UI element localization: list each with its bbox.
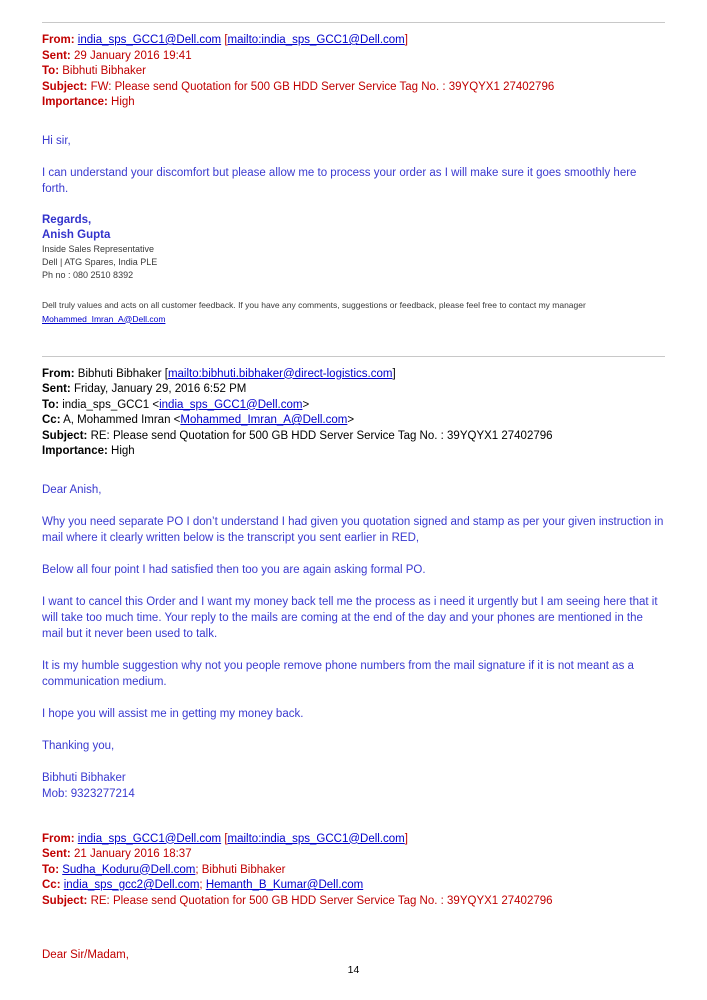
cc-email-link-1[interactable]: india_sps_gcc2@Dell.com <box>63 879 200 891</box>
from-mid-text: [ <box>221 832 228 845</box>
paragraph-2-5: I hope you will assist me in getting my money back. <box>42 707 304 720</box>
from-mailto-link[interactable]: mailto:india_sps_GCC1@Dell.com <box>227 832 405 845</box>
header-sent-value: 21 January 2016 18:37 <box>73 848 192 860</box>
header-importance-value: High <box>111 96 135 108</box>
header-cc-label: Cc: <box>42 879 61 891</box>
header-to <box>42 64 665 80</box>
header-sent <box>42 847 665 863</box>
email-block-2 <box>42 367 665 802</box>
header-sent-label: Sent: <box>42 848 71 860</box>
from-post-text: ] <box>404 34 408 46</box>
spacer <box>42 802 665 832</box>
spacer <box>42 546 665 562</box>
email-block-1 <box>42 33 665 326</box>
header-sent-value: 29 January 2016 19:41 <box>73 49 192 62</box>
page-content <box>42 0 665 963</box>
header-cc-label: Cc: <box>42 414 61 426</box>
cc-email-link[interactable]: Mohammed_Imran_A@Dell.com <box>180 414 348 426</box>
header-sent-label: Sent: <box>42 49 71 62</box>
header-from-label: From: <box>42 832 75 845</box>
header-from <box>42 33 665 49</box>
header-importance <box>42 95 665 111</box>
signature-regards: Regards, <box>42 213 92 226</box>
from-mailto-link[interactable]: mailto:india_sps_GCC1@Dell.com <box>227 34 405 46</box>
paragraph-1: I can understand your discomfort but please allow me to process your order as I will make sure it goes smoothly here forth. <box>42 166 637 195</box>
header-subject-value: RE: Please send Quotation for 500 GB HDD Server Service Tag No. : 39YQYX1 27402796 <box>90 894 553 907</box>
signature-org: Dell | ATG Spares, India PLE <box>42 256 158 267</box>
header-to-label: To: <box>42 65 60 77</box>
from-mailto-link[interactable]: mailto:bibhuti.bibhaker@direct-logistics.com <box>167 367 393 380</box>
paragraph-2-1: Why you need separate PO I don’t understand I had given you quotation signed and stamp as per your given instruction in mail where it clearly written below is the transcript you sent earlier in RED, <box>42 515 664 544</box>
header-to-value: Bibhuti Bibhaker <box>62 65 146 77</box>
spacer <box>42 326 665 356</box>
to-mid-text: ; <box>195 863 202 876</box>
header-importance <box>42 444 665 460</box>
signature-title: Inside Sales Representative <box>42 243 155 254</box>
spacer <box>42 690 665 706</box>
header-importance-value: High <box>111 445 135 457</box>
closing-2: Thanking you, <box>42 739 115 752</box>
cc-email-link-2[interactable]: Hemanth_B_Kumar@Dell.com <box>205 879 364 891</box>
email-block-3 <box>42 832 665 964</box>
header-cc <box>42 413 665 429</box>
sign-mobile-2: Mob: 9323277214 <box>42 787 135 800</box>
header-cc <box>42 878 665 894</box>
header-subject <box>42 894 665 910</box>
header-from-label: From: <box>42 367 75 380</box>
header-importance-label: Importance: <box>42 96 108 108</box>
spacer <box>42 460 665 482</box>
header-sent <box>42 382 665 398</box>
header-to-label: To: <box>42 863 60 876</box>
spacer <box>42 754 665 770</box>
to-email-link[interactable]: Sudha_Koduru@Dell.com <box>62 863 196 876</box>
from-email-link[interactable]: india_sps_GCC1@Dell.com <box>77 34 222 46</box>
signature-name: Anish Gupta <box>42 228 111 241</box>
header-from <box>42 832 665 848</box>
spacer <box>42 642 665 658</box>
to-post-text: > <box>302 398 310 411</box>
spacer <box>42 498 665 514</box>
greeting-3: Dear Sir/Madam, <box>42 949 129 961</box>
header-subject <box>42 80 665 96</box>
header-from <box>42 367 665 383</box>
greeting-2: Dear Anish, <box>42 483 102 496</box>
header-subject <box>42 429 665 445</box>
header-to-label: To: <box>42 398 60 411</box>
header-sent <box>42 49 665 65</box>
header-subject-label: Subject: <box>42 894 88 907</box>
page-number: 14 <box>347 964 360 976</box>
sign-name-2: Bibhuti Bibhaker <box>42 771 126 784</box>
spacer <box>42 149 665 165</box>
disclaimer-body: Dell truly values and acts on all customer feedback. If you have any comments, suggestions or feedback, please feel free to contact my manager <box>42 299 586 310</box>
divider-2 <box>42 356 665 357</box>
greeting-1: Hi sir, <box>42 134 71 147</box>
spacer <box>42 578 665 594</box>
top-divider <box>42 22 665 23</box>
to-email-link[interactable]: india_sps_GCC1@Dell.com <box>159 398 303 411</box>
header-importance-label: Importance: <box>42 445 108 457</box>
header-sent-value: Friday, January 29, 2016 6:52 PM <box>73 383 247 395</box>
spacer <box>42 111 665 133</box>
from-email-link[interactable]: india_sps_GCC1@Dell.com <box>77 832 222 845</box>
header-subject-value: FW: Please send Quotation for 500 GB HDD Server Service Tag No. : 39YQYX1 27402796 <box>90 80 555 93</box>
spacer <box>42 722 665 738</box>
cc-mid-text: ; <box>199 879 206 891</box>
cc-post-text: > <box>347 414 355 426</box>
from-post-text: ] <box>392 367 396 380</box>
header-subject-label: Subject: <box>42 429 88 442</box>
manager-email-link[interactable]: Mohammed_Imran_A@Dell.com <box>42 313 166 324</box>
header-from-name: Bibhuti Bibhaker [ <box>77 367 168 380</box>
disclaimer-text <box>42 298 665 326</box>
spacer <box>42 909 665 931</box>
header-to-name: india_sps_GCC1 < <box>62 398 160 411</box>
header-from-label: From: <box>42 34 75 46</box>
paragraph-2-4: It is my humble suggestion why not you people remove phone numbers from the mail signature if it is not meant as a communication medium. <box>42 659 634 688</box>
header-cc-name: A, Mohammed Imran < <box>63 414 181 426</box>
paragraph-2-3: I want to cancel this Order and I want my money back tell me the process as i need it urgently but I am seeing here that it will take too much time. Your reply to the mails are coming at the end of the day and your phones are mentioned in the mail but it never been used to talk. <box>42 595 658 640</box>
header-to <box>42 863 665 879</box>
to-plain-name: Bibhuti Bibhaker <box>201 863 286 876</box>
header-subject-label: Subject: <box>42 80 88 93</box>
from-mid-text: [ <box>221 34 228 46</box>
header-subject-value: RE: Please send Quotation for 500 GB HDD Server Service Tag No. : 39YQYX1 27402796 <box>90 429 553 442</box>
paragraph-2-2: Below all four point I had satisfied then too you are again asking formal PO. <box>42 563 426 576</box>
header-sent-label: Sent: <box>42 383 71 395</box>
spacer <box>42 197 665 213</box>
from-post-text: ] <box>404 832 408 845</box>
header-to <box>42 398 665 414</box>
spacer <box>42 931 665 947</box>
spacer <box>42 282 665 298</box>
signature-phone: Ph no : 080 2510 8392 <box>42 269 134 280</box>
